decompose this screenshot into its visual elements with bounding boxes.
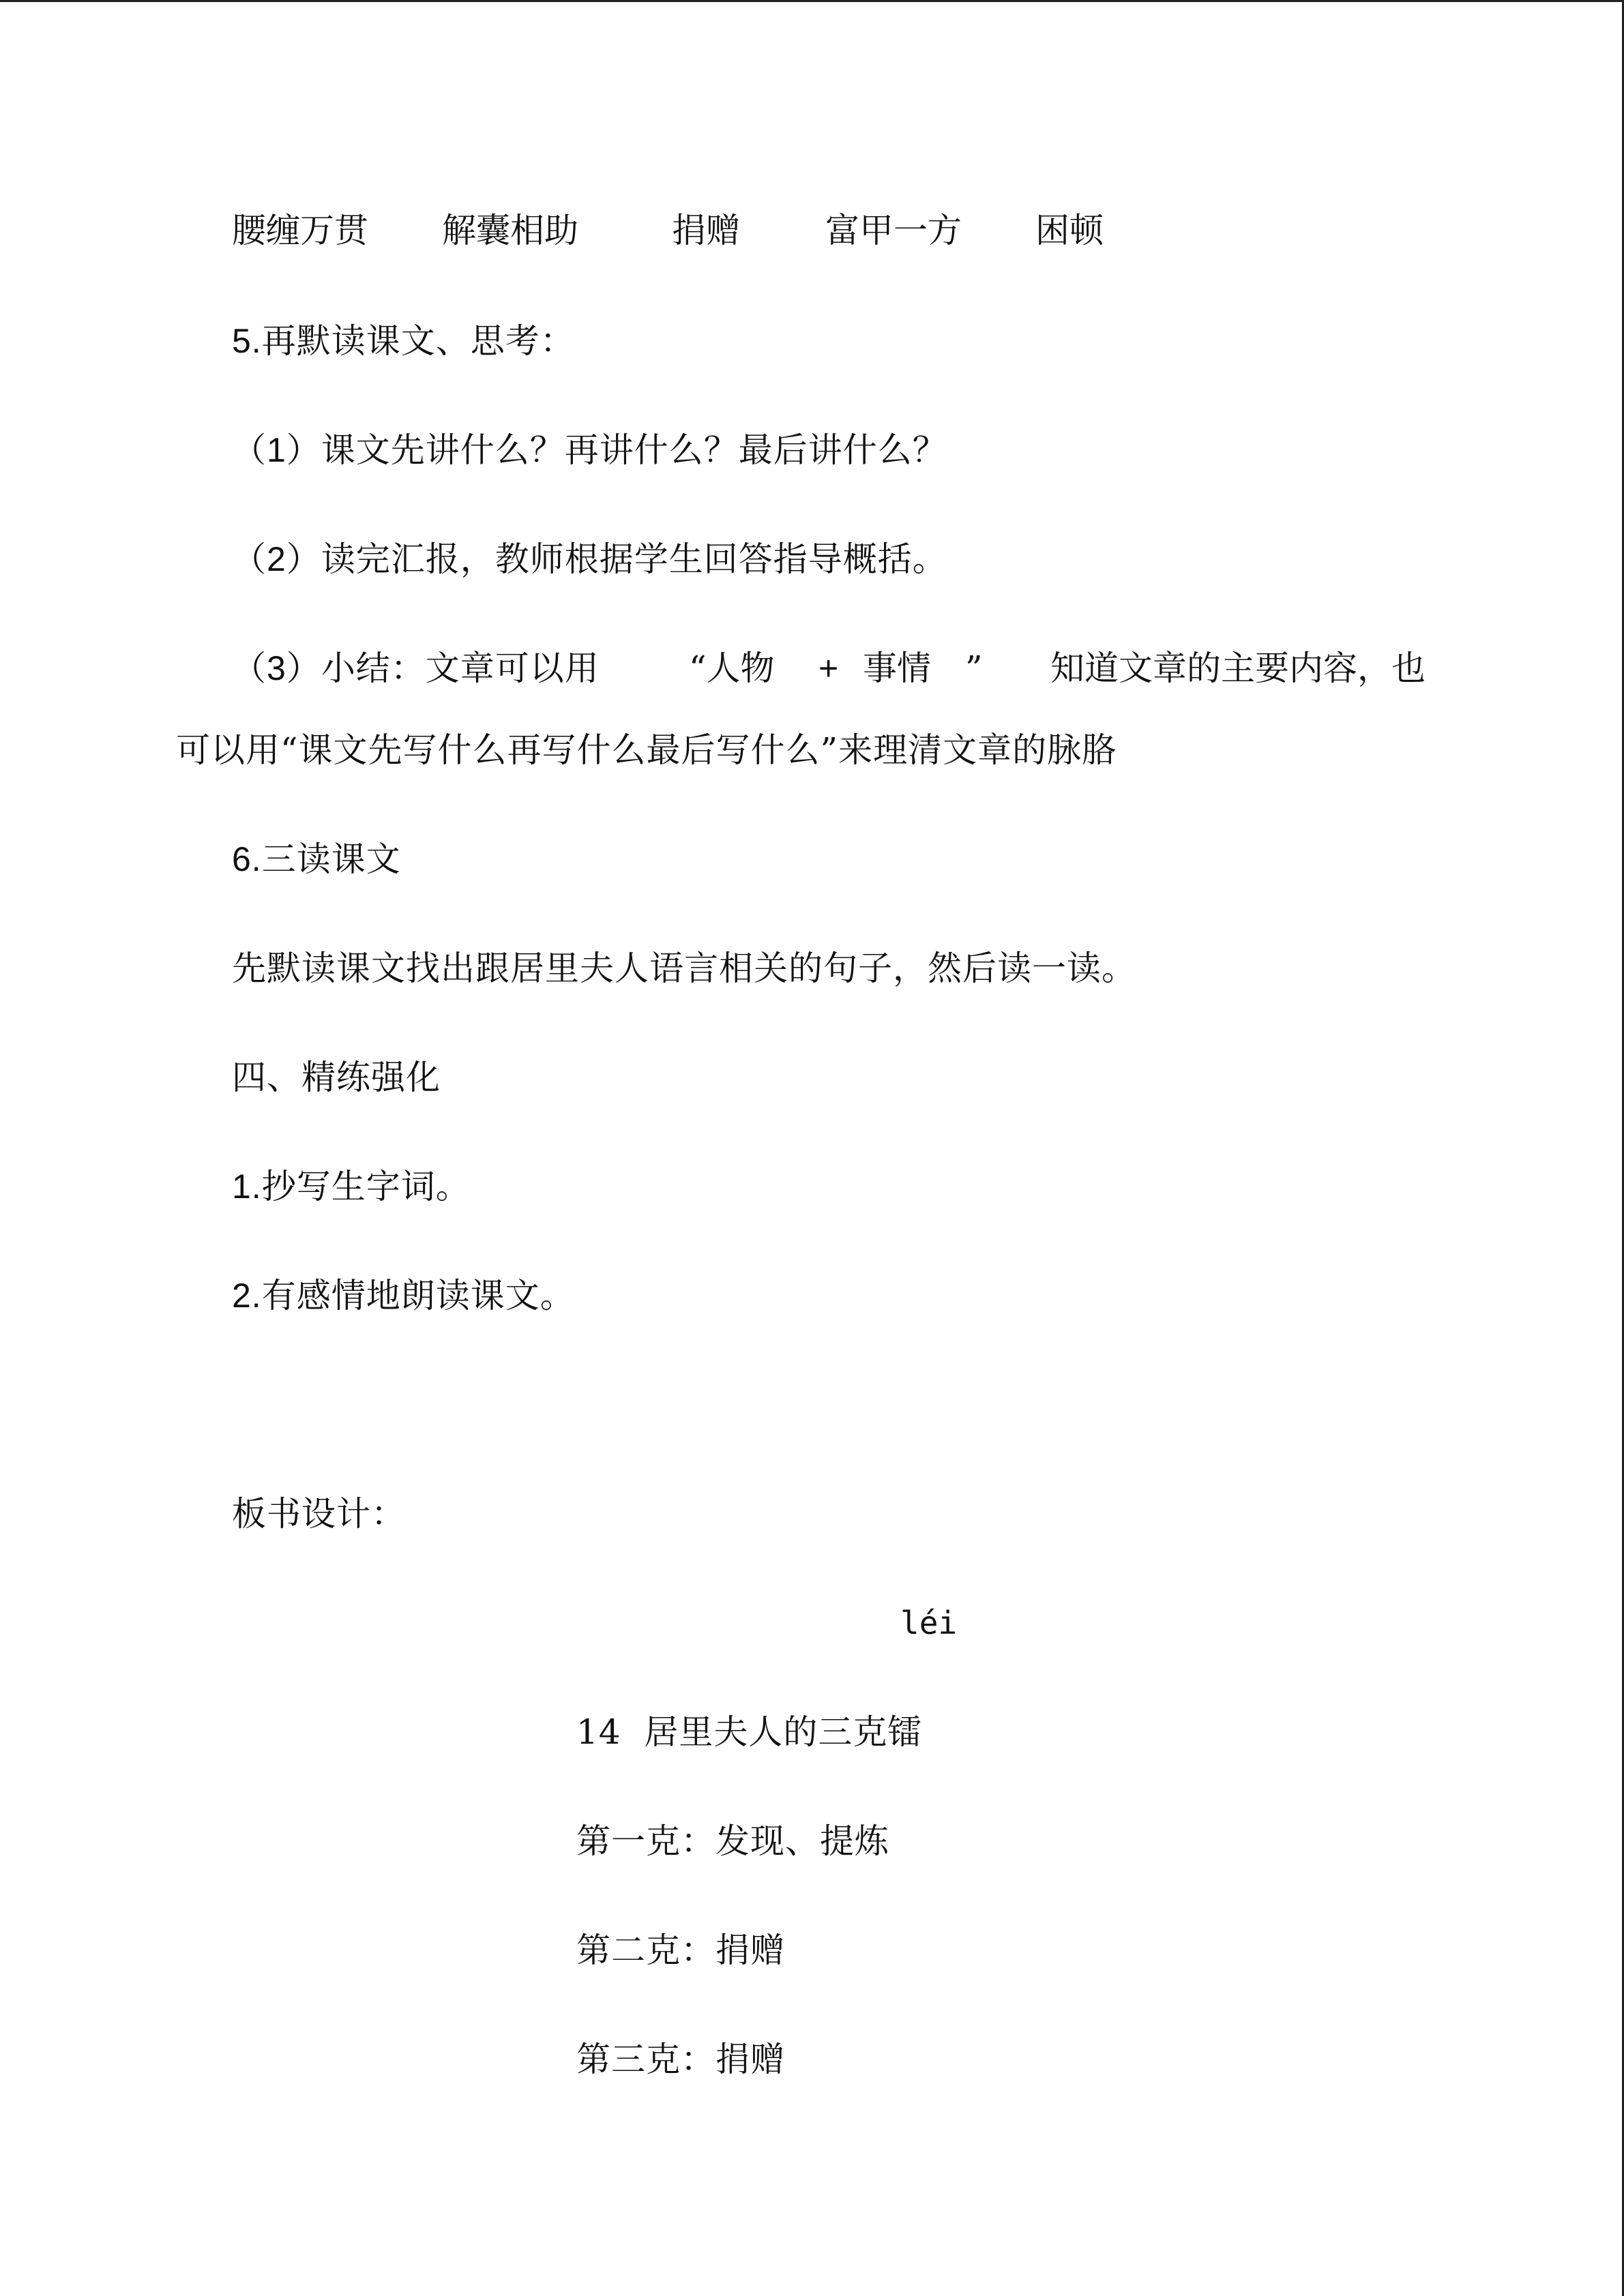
quote-event: 事情 [863, 648, 931, 688]
vocab-word: 富甲一方 [825, 211, 962, 250]
vocab-word: 困顿 [1035, 211, 1104, 250]
item-number: 2. [232, 1277, 262, 1315]
quote-open-person: “人物 [689, 648, 775, 688]
board-design-label: 板书设计： [232, 1494, 406, 1534]
board-line-3: 第三克：捐赠 [576, 2040, 785, 2079]
section4-item-1 [232, 1166, 471, 1207]
step6-heading [232, 839, 401, 880]
item-number: 1. [232, 1167, 262, 1206]
section4-heading: 四、精练强化 [232, 1058, 441, 1097]
step5-heading [232, 320, 575, 361]
step5-text: 再默读课文、思考： [261, 321, 575, 361]
question-text: 课文先讲什么？再讲什么？最后讲什么？ [321, 430, 947, 470]
board-line-2: 第二克：捐赠 [576, 1930, 785, 1970]
question-3-lead [232, 648, 600, 689]
lesson-number: 14 [576, 1712, 621, 1752]
board-title [576, 1712, 922, 1753]
step6-number: 6. [232, 840, 262, 878]
vocab-word: 捐赠 [672, 211, 740, 250]
item-text: 抄写生字词。 [261, 1167, 471, 1206]
summary-tail: 知道文章的主要内容，也 [1050, 648, 1426, 688]
board-line-1: 第一克：发现、提炼 [576, 1821, 889, 1861]
step5-number: 5. [232, 322, 262, 360]
section4-item-2 [232, 1275, 575, 1316]
question-number: （2） [232, 540, 321, 578]
plus-sign: + [818, 649, 839, 687]
step6-body: 先默读课文找出跟居里夫人语言相关的句子，然后读一读。 [232, 949, 1136, 988]
step5-question-2 [232, 539, 947, 580]
step6-text: 三读课文 [261, 839, 401, 879]
item-text: 有感情地朗读课文。 [261, 1276, 575, 1315]
quote-close: ” [965, 648, 983, 688]
pinyin-annotation: léi [900, 1605, 958, 1641]
summary-line-2: 可以用“课文先写什么再写什么最后写什么”来理清文章的脉胳 [176, 730, 1117, 770]
vocab-word: 腰缠万贯 [232, 211, 368, 250]
question-number: （3） [232, 649, 321, 687]
step5-question-1 [232, 430, 947, 471]
question-number: （1） [232, 431, 321, 469]
summary-text: 小结：文章可以用 [321, 648, 600, 688]
lesson-title: 居里夫人的三克镭 [644, 1712, 923, 1752]
question-text: 读完汇报，教师根据学生回答指导概括。 [321, 539, 947, 579]
vocab-word: 解囊相助 [442, 211, 578, 250]
